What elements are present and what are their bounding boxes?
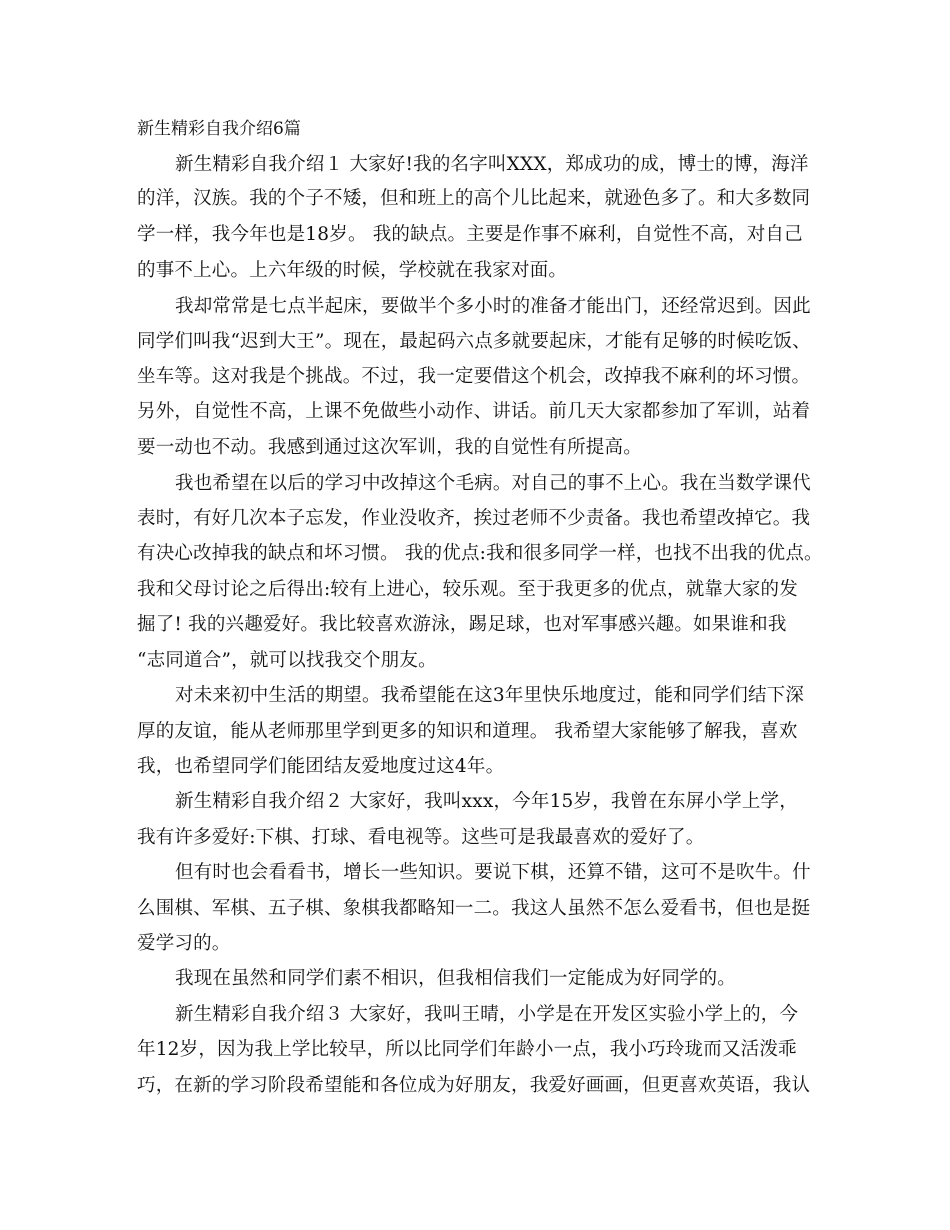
text-line: 新生精彩自我介绍２ 大家好，我叫xxx，今年15岁，我曾在东屏小学上学， — [175, 791, 798, 812]
text-line: “志同道合”，就可以找我交个朋友。 — [137, 650, 437, 671]
document-title: 新生精彩自我介绍6篇 — [137, 119, 301, 139]
text-line: 新生精彩自我介绍１ 大家好!我的名字叫XXX，郑成功的成，博士的博，海洋 — [175, 154, 809, 175]
text-line: 同学们叫我“迟到大王”。现在，最起码六点多就要起床，才能有足够的时候吃饭、 — [137, 331, 811, 352]
text-line: 但有时也会看看书，增长一些知识。要说下棋，还算不错，这可不是吹牛。什 — [175, 862, 811, 883]
text-line: 要一动也不动。我感到通过这次军训，我的自觉性有所提高。 — [137, 437, 642, 458]
text-line: 我现在虽然和同学们素不相识，但我相信我们一定能成为好同学的。 — [175, 968, 737, 989]
text-line: 我有许多爱好:下棋、打球、看电视等。这些可是我最喜欢的爱好了。 — [137, 827, 705, 848]
text-line: 表时，有好几次本子忘发，作业没收齐，挨过老师不少责备。我也希望改掉它。我 — [137, 508, 811, 529]
text-line: 爱学习的。 — [137, 933, 231, 954]
text-line: 另外，自觉性不高，上课不免做些小动作、讲话。前几天大家都参加了军训，站着 — [137, 401, 811, 422]
text-line: 巧，在新的学习阶段希望能和各位成为好朋友，我爱好画画，但更喜欢英语，我认 — [137, 1075, 811, 1096]
text-line: 年12岁，因为我上学比较早，所以比同学们年龄小一点，我小巧玲珑而又活泼乖 — [137, 1039, 797, 1060]
text-line: 我却常常是七点半起床，要做半个多小时的准备才能出门，还经常迟到。因此 — [175, 296, 811, 317]
text-line: 学一样，我今年也是18岁。 我的缺点。主要是作事不麻利，自觉性不高，对自己 — [137, 224, 803, 245]
text-line: 有决心改掉我的缺点和坏习惯。 我的优点:我和很多同学一样，也找不出我的优点。 — [137, 543, 823, 564]
text-line: 的洋，汉族。我的个子不矮，但和班上的高个儿比起来，就逊色多了。和大多数同 — [137, 188, 811, 209]
text-line: 我也希望在以后的学习中改掉这个毛病。对自己的事不上心。我在当数学课代 — [175, 473, 811, 494]
text-line: 么围棋、军棋、五子棋、象棋我都略知一二。我这人虽然不怎么爱看书，但也是挺 — [137, 898, 811, 919]
text-line: 的事不上心。上六年级的时候，学校就在我家对面。 — [137, 260, 568, 281]
text-line: 掘了! 我的兴趣爱好。我比较喜欢游泳，踢足球，也对军事感兴趣。如果谁和我 — [137, 614, 787, 635]
text-line: 我，也希望同学们能团结友爱地度过这4年。 — [137, 756, 505, 777]
text-line: 我和父母讨论之后得出:较有上进心，较乐观。至于我更多的优点，就靠大家的发 — [137, 579, 798, 600]
text-line: 对未来初中生活的期望。我希望能在这3年里快乐地度过，能和同学们结下深 — [175, 685, 805, 706]
text-line: 新生精彩自我介绍３ 大家好，我叫王晴，小学是在开发区实验小学上的，今 — [175, 1004, 799, 1025]
text-line: 坐车等。这对我是个挑战。不过，我一定要借这个机会，改掉我不麻利的坏习惯。 — [137, 366, 811, 387]
text-line: 厚的友谊，能从老师那里学到更多的知识和道理。 我希望大家能够了解我，喜欢 — [137, 721, 798, 742]
